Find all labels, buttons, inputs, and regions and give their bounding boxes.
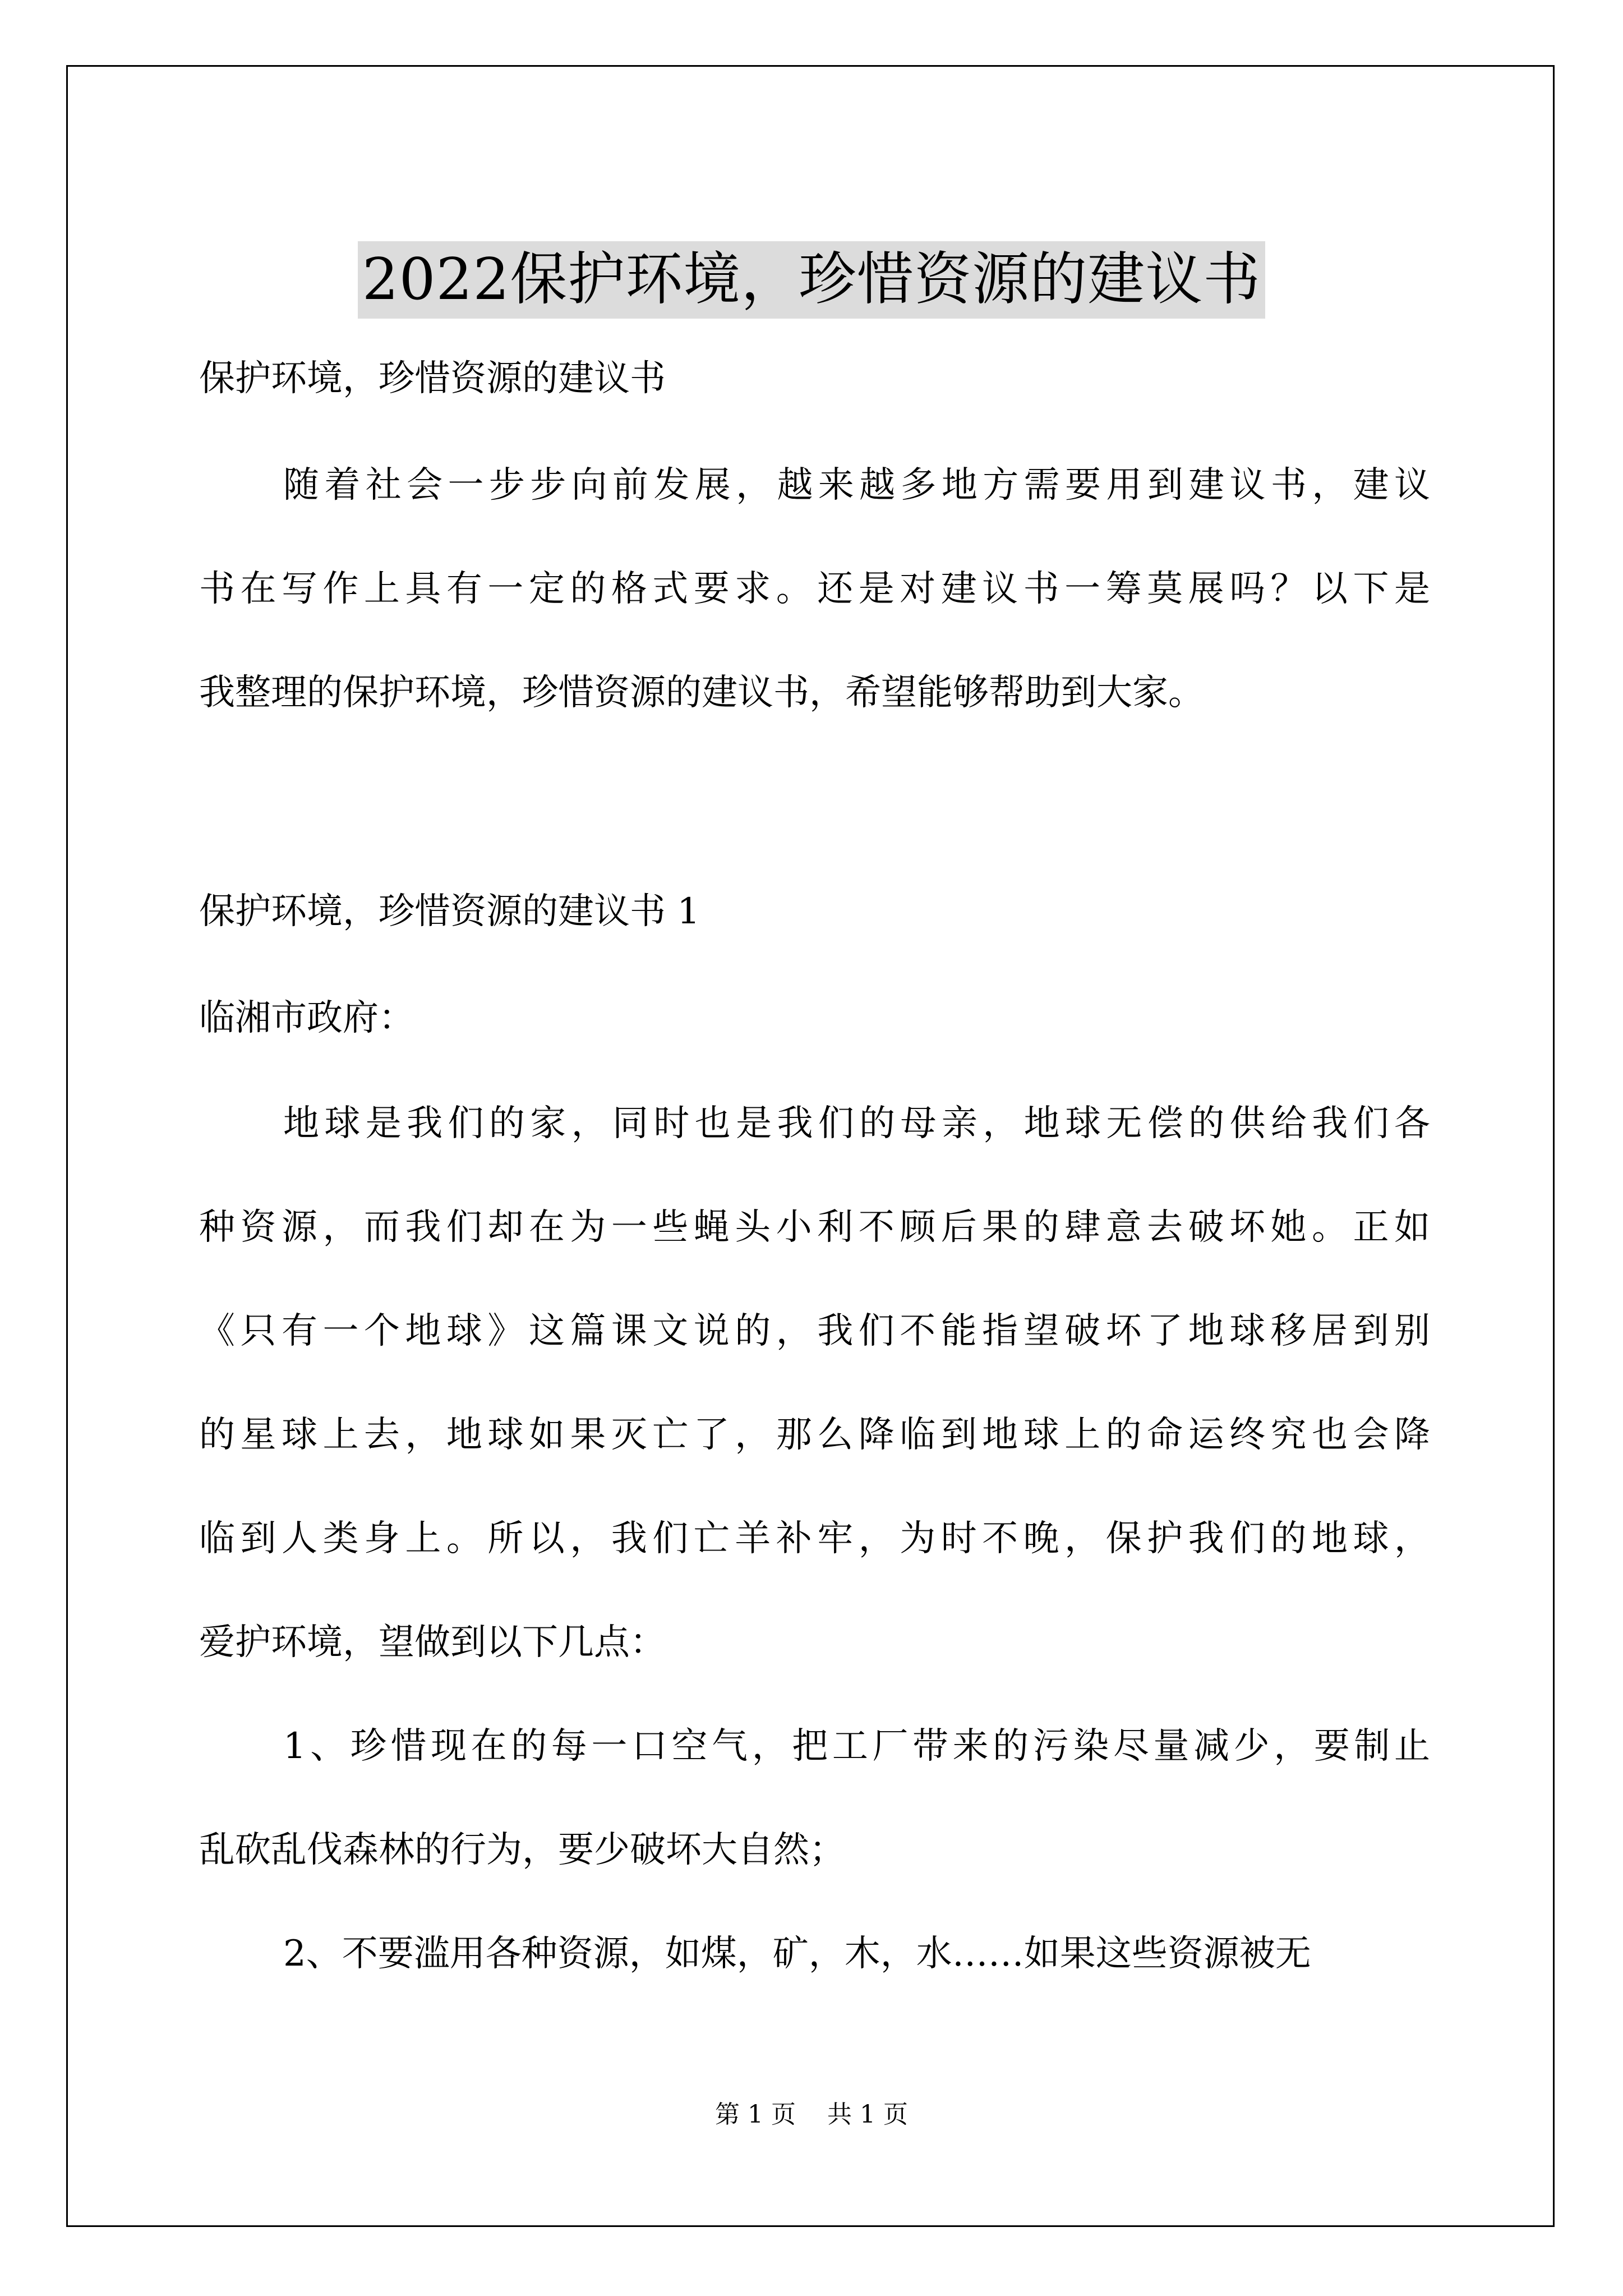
intro-line: 书在写作上具有一定的格式要求。还是对建议书一筹莫展吗？以下是 (199, 568, 1430, 610)
page-number: 第 1 页 (715, 2100, 796, 2129)
section-heading: 保护环境，珍惜资源的建议书 1 (199, 891, 700, 932)
body-line: 种资源，而我们却在为一些蝇头小利不顾后果的肆意去破坏她。正如 (199, 1207, 1430, 1248)
point-2-line: 2、不要滥用各种资源，如煤，矿，木，水……如果这些资源被无 (283, 1933, 1311, 1975)
body-line: 临到人类身上。所以，我们亡羊补牢，为时不晚，保护我们的地球， (199, 1518, 1430, 1559)
title-container (0, 203, 1623, 357)
body-line: 地球是我们的家，同时也是我们的母亲，地球无偿的供给我们各 (283, 1103, 1430, 1144)
body-line: 爱护环境，望做到以下几点： (199, 1622, 666, 1663)
point-2-paragraph (199, 1929, 1430, 2032)
point-1-paragraph (199, 1721, 1430, 1929)
salutation: 临湘市政府： (199, 997, 414, 1039)
page-footer (0, 2098, 1623, 2132)
intro-paragraph (199, 460, 1430, 771)
point-1-line: 1、珍惜现在的每一口空气，把工厂带来的污染尽量减少，要制止 (283, 1726, 1430, 1767)
page-total: 共 1 页 (827, 2100, 908, 2129)
intro-line: 我整理的保护环境，珍惜资源的建议书，希望能够帮助到大家。 (199, 672, 1204, 714)
point-1-line: 乱砍乱伐森林的行为，要少破坏大自然； (199, 1829, 845, 1871)
document-title: 2022保护环境，珍惜资源的建议书 (358, 241, 1266, 319)
body-line: 的星球上去，地球如果灭亡了，那么降临到地球上的命运终究也会降 (199, 1414, 1430, 1456)
subtitle: 保护环境，珍惜资源的建议书 (199, 358, 666, 399)
intro-line: 随着社会一步步向前发展，越来越多地方需要用到建议书，建议 (283, 464, 1430, 506)
body-paragraph (199, 1098, 1430, 1721)
body-line: 《只有一个地球》这篇课文说的，我们不能指望破坏了地球移居到别 (199, 1310, 1430, 1352)
